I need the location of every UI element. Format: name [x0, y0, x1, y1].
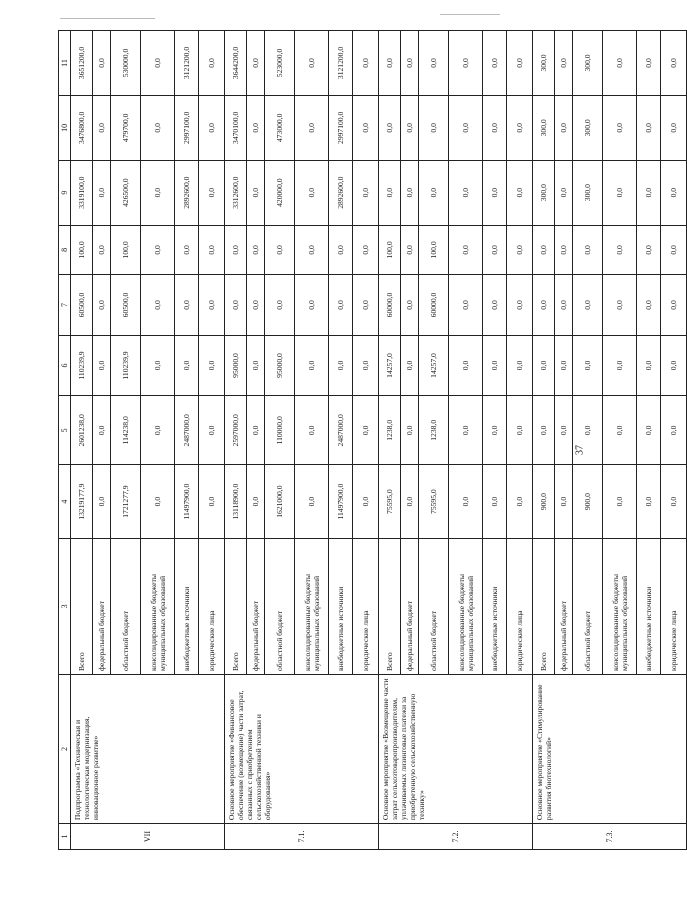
group-code: 7.1. [225, 824, 379, 850]
value-cell: 0,0 [247, 396, 265, 465]
value-cell: 0,0 [661, 275, 687, 336]
value-cell: 0,0 [555, 225, 573, 275]
value-cell: 0,0 [507, 225, 533, 275]
value-cell: 100,0 [111, 225, 141, 275]
value-cell: 420000,0 [265, 160, 295, 225]
value-cell: 0,0 [401, 95, 419, 160]
funding-source: внебюджетные источники [637, 538, 661, 674]
value-cell: 1721277,9 [111, 465, 141, 538]
value-cell: 0,0 [247, 95, 265, 160]
value-cell: 900,0 [533, 465, 555, 538]
value-cell: 300,0 [533, 95, 555, 160]
funding-source: юридические лица [199, 538, 225, 674]
value-cell: 2892600,0 [175, 160, 199, 225]
value-cell: 11497900,0 [175, 465, 199, 538]
value-cell: 0,0 [483, 335, 507, 396]
funding-source: областной бюджет [111, 538, 141, 674]
value-cell: 0,0 [295, 396, 329, 465]
value-cell: 0,0 [449, 31, 483, 96]
value-cell: 0,0 [175, 225, 199, 275]
value-cell: 0,0 [637, 31, 661, 96]
value-cell: 0,0 [449, 160, 483, 225]
value-cell: 0,0 [379, 31, 401, 96]
value-cell: 1238,0 [379, 396, 401, 465]
funding-source: консолидированные бюджеты муниципальных образований [603, 538, 637, 674]
value-cell: 3651200,0 [71, 31, 93, 96]
value-cell: 2892600,0 [329, 160, 353, 225]
value-cell: 0,0 [353, 396, 379, 465]
value-cell: 473000,0 [265, 95, 295, 160]
group-code: 7.3. [533, 824, 687, 850]
value-cell: 0,0 [295, 275, 329, 336]
value-cell: 1238,0 [419, 396, 449, 465]
value-cell: 100,0 [379, 225, 401, 275]
value-cell: 95000,0 [225, 335, 247, 396]
budget-table [58, 30, 687, 850]
funding-source: консолидированные бюджеты муниципальных образований [449, 538, 483, 674]
header-cell: 8 [59, 225, 71, 275]
value-cell: 300,0 [533, 31, 555, 96]
header-cell: 1 [59, 824, 71, 850]
value-cell: 0,0 [555, 465, 573, 538]
value-cell: 2487000,0 [175, 396, 199, 465]
value-cell: 0,0 [483, 95, 507, 160]
value-cell: 0,0 [225, 225, 247, 275]
funding-source: федеральный бюджет [93, 538, 111, 674]
value-cell: 0,0 [353, 31, 379, 96]
value-cell: 0,0 [637, 275, 661, 336]
funding-source: федеральный бюджет [555, 538, 573, 674]
funding-source: областной бюджет [573, 538, 603, 674]
value-cell: 0,0 [555, 335, 573, 396]
value-cell: 60500,0 [111, 275, 141, 336]
header-cell: 5 [59, 396, 71, 465]
value-cell: 0,0 [199, 275, 225, 336]
value-cell: 0,0 [449, 275, 483, 336]
value-cell: 0,0 [353, 275, 379, 336]
value-cell: 300,0 [573, 95, 603, 160]
value-cell: 0,0 [247, 465, 265, 538]
value-cell: 0,0 [93, 160, 111, 225]
value-cell: 0,0 [661, 31, 687, 96]
value-cell: 0,0 [247, 275, 265, 336]
value-cell: 0,0 [449, 335, 483, 396]
group-title: Основное мероприятие «Стимулирование развития биотехнологий» [533, 674, 687, 823]
value-cell: 0,0 [637, 465, 661, 538]
value-cell: 0,0 [555, 275, 573, 336]
value-cell: 0,0 [247, 31, 265, 96]
value-cell: 300,0 [573, 160, 603, 225]
value-cell: 0,0 [603, 396, 637, 465]
value-cell: 0,0 [661, 160, 687, 225]
value-cell: 60000,0 [379, 275, 401, 336]
funding-source: консолидированные бюджеты муниципальных образований [295, 538, 329, 674]
value-cell: 13219177,9 [71, 465, 93, 538]
table-body [59, 31, 687, 850]
value-cell: 0,0 [637, 335, 661, 396]
value-cell: 0,0 [507, 465, 533, 538]
value-cell: 0,0 [141, 160, 175, 225]
value-cell: 0,0 [603, 95, 637, 160]
value-cell: 13118900,0 [225, 465, 247, 538]
value-cell: 0,0 [295, 335, 329, 396]
value-cell: 2601238,0 [71, 396, 93, 465]
funding-source: Всего [533, 538, 555, 674]
value-cell: 0,0 [401, 275, 419, 336]
value-cell: 0,0 [661, 396, 687, 465]
header-cell: 3 [59, 538, 71, 674]
funding-source: внебюджетные источники [175, 538, 199, 674]
value-cell: 0,0 [603, 465, 637, 538]
value-cell: 0,0 [295, 95, 329, 160]
value-cell: 0,0 [507, 95, 533, 160]
value-cell: 0,0 [401, 335, 419, 396]
header-cell: 6 [59, 335, 71, 396]
value-cell: 0,0 [449, 396, 483, 465]
group-title: Основное мероприятие «Финансовое обеспечение (возмещение) части затрат, связанных с приобретением сельскохозяйственной техники и оборудования» [225, 674, 379, 823]
value-cell: 0,0 [603, 275, 637, 336]
page-number: 37 [574, 445, 586, 455]
funding-source: Всего [71, 538, 93, 674]
group-title: Основное мероприятие «Возмещение части затрат сельхозтоваропроизводителям, уплачиваемых лизинговые платежи за приобретенную сельскохозяйственную технику» [379, 674, 533, 823]
value-cell: 0,0 [225, 275, 247, 336]
header-row [59, 31, 71, 850]
value-cell: 0,0 [603, 335, 637, 396]
table-row [533, 31, 555, 850]
value-cell: 0,0 [175, 275, 199, 336]
value-cell: 0,0 [603, 160, 637, 225]
value-cell: 0,0 [93, 95, 111, 160]
value-cell: 0,0 [247, 225, 265, 275]
value-cell: 0,0 [483, 31, 507, 96]
value-cell: 0,0 [353, 95, 379, 160]
value-cell: 0,0 [449, 465, 483, 538]
value-cell: 110000,0 [265, 396, 295, 465]
funding-source: Всего [379, 538, 401, 674]
value-cell: 0,0 [401, 160, 419, 225]
value-cell: 60000,0 [419, 275, 449, 336]
value-cell: 0,0 [141, 335, 175, 396]
value-cell: 0,0 [637, 396, 661, 465]
value-cell: 3312600,0 [225, 160, 247, 225]
funding-source: областной бюджет [419, 538, 449, 674]
value-cell: 0,0 [483, 225, 507, 275]
value-cell: 3470100,0 [225, 95, 247, 160]
value-cell: 0,0 [637, 95, 661, 160]
value-cell: 100,0 [419, 225, 449, 275]
value-cell: 0,0 [637, 160, 661, 225]
value-cell: 426500,0 [111, 160, 141, 225]
value-cell: 0,0 [353, 335, 379, 396]
value-cell: 3476800,0 [71, 95, 93, 160]
value-cell: 0,0 [353, 225, 379, 275]
value-cell: 3121200,0 [329, 31, 353, 96]
value-cell: 0,0 [353, 160, 379, 225]
value-cell: 1621000,0 [265, 465, 295, 538]
value-cell: 900,0 [573, 465, 603, 538]
value-cell: 523000,0 [265, 31, 295, 96]
header-cell: 4 [59, 465, 71, 538]
value-cell: 300,0 [533, 160, 555, 225]
value-cell: 0,0 [573, 335, 603, 396]
value-cell: 0,0 [141, 465, 175, 538]
value-cell: 11497900,0 [329, 465, 353, 538]
value-cell: 0,0 [507, 275, 533, 336]
value-cell: 0,0 [379, 160, 401, 225]
funding-source: Всего [225, 538, 247, 674]
value-cell: 0,0 [199, 160, 225, 225]
value-cell: 0,0 [247, 160, 265, 225]
funding-source: консолидированные бюджеты муниципальных образований [141, 538, 175, 674]
value-cell: 0,0 [93, 31, 111, 96]
value-cell: 0,0 [247, 335, 265, 396]
header-cell: 2 [59, 674, 71, 823]
value-cell: 0,0 [401, 31, 419, 96]
value-cell: 0,0 [329, 275, 353, 336]
funding-source: федеральный бюджет [247, 538, 265, 674]
value-cell: 0,0 [401, 465, 419, 538]
value-cell: 0,0 [449, 95, 483, 160]
value-cell: 0,0 [199, 31, 225, 96]
value-cell: 0,0 [175, 335, 199, 396]
value-cell: 0,0 [93, 225, 111, 275]
value-cell: 0,0 [401, 396, 419, 465]
value-cell: 0,0 [507, 31, 533, 96]
value-cell: 14257,0 [379, 335, 401, 396]
value-cell: 0,0 [295, 225, 329, 275]
value-cell: 0,0 [419, 31, 449, 96]
value-cell: 0,0 [573, 275, 603, 336]
value-cell: 0,0 [141, 275, 175, 336]
value-cell: 0,0 [661, 225, 687, 275]
value-cell: 110239,9 [71, 335, 93, 396]
funding-source: юридические лица [507, 538, 533, 674]
value-cell: 2597000,0 [225, 396, 247, 465]
value-cell: 3121200,0 [175, 31, 199, 96]
value-cell: 0,0 [93, 275, 111, 336]
header-cell: 11 [59, 31, 71, 96]
header-cell: 7 [59, 275, 71, 336]
funding-source: внебюджетные источники [483, 538, 507, 674]
funding-source: областной бюджет [265, 538, 295, 674]
value-cell: 0,0 [295, 160, 329, 225]
value-cell: 0,0 [661, 335, 687, 396]
value-cell: 0,0 [533, 335, 555, 396]
value-cell: 0,0 [483, 160, 507, 225]
value-cell: 0,0 [353, 465, 379, 538]
value-cell: 0,0 [555, 31, 573, 96]
group-code: 7.2. [379, 824, 533, 850]
value-cell: 110239,9 [111, 335, 141, 396]
value-cell: 60500,0 [71, 275, 93, 336]
value-cell: 0,0 [295, 31, 329, 96]
value-cell: 14257,0 [419, 335, 449, 396]
value-cell: 0,0 [573, 225, 603, 275]
header-cell: 10 [59, 95, 71, 160]
table-row [71, 31, 93, 850]
table-row [379, 31, 401, 850]
value-cell: 2997100,0 [175, 95, 199, 160]
funding-source: федеральный бюджет [401, 538, 419, 674]
value-cell: 0,0 [483, 465, 507, 538]
value-cell: 0,0 [379, 95, 401, 160]
value-cell: 95000,0 [265, 335, 295, 396]
value-cell: 114238,0 [111, 396, 141, 465]
value-cell: 2487000,0 [329, 396, 353, 465]
value-cell: 0,0 [419, 160, 449, 225]
value-cell: 0,0 [555, 95, 573, 160]
value-cell: 0,0 [141, 396, 175, 465]
value-cell: 0,0 [93, 465, 111, 538]
group-code: VII [71, 824, 225, 850]
value-cell: 300,0 [573, 31, 603, 96]
value-cell: 100,0 [71, 225, 93, 275]
value-cell: 0,0 [329, 335, 353, 396]
value-cell: 0,0 [573, 396, 603, 465]
value-cell: 0,0 [483, 275, 507, 336]
value-cell: 0,0 [329, 225, 353, 275]
value-cell: 0,0 [533, 275, 555, 336]
funding-source: юридические лица [353, 538, 379, 674]
value-cell: 0,0 [141, 225, 175, 275]
value-cell: 75595,0 [379, 465, 401, 538]
value-cell: 0,0 [295, 465, 329, 538]
funding-source: внебюджетные источники [329, 538, 353, 674]
value-cell: 0,0 [603, 31, 637, 96]
value-cell: 0,0 [555, 396, 573, 465]
value-cell: 75595,0 [419, 465, 449, 538]
scan-artifact [440, 14, 500, 15]
value-cell: 0,0 [141, 95, 175, 160]
header-cell: 9 [59, 160, 71, 225]
value-cell: 0,0 [603, 225, 637, 275]
value-cell: 0,0 [265, 275, 295, 336]
value-cell: 0,0 [533, 225, 555, 275]
value-cell: 0,0 [199, 335, 225, 396]
value-cell: 0,0 [199, 396, 225, 465]
value-cell: 0,0 [555, 160, 573, 225]
value-cell: 0,0 [141, 31, 175, 96]
value-cell: 0,0 [507, 396, 533, 465]
value-cell: 0,0 [661, 95, 687, 160]
value-cell: 0,0 [449, 225, 483, 275]
value-cell: 0,0 [199, 225, 225, 275]
value-cell: 0,0 [199, 465, 225, 538]
value-cell: 0,0 [401, 225, 419, 275]
value-cell: 0,0 [419, 95, 449, 160]
value-cell: 0,0 [533, 396, 555, 465]
funding-source: юридические лица [661, 538, 687, 674]
value-cell: 0,0 [637, 225, 661, 275]
value-cell: 0,0 [265, 225, 295, 275]
value-cell: 479700,0 [111, 95, 141, 160]
table-row [225, 31, 247, 850]
value-cell: 0,0 [507, 160, 533, 225]
value-cell: 0,0 [93, 335, 111, 396]
value-cell: 0,0 [483, 396, 507, 465]
scan-artifact [60, 18, 155, 19]
group-title: Подпрограмма «Техническая и технологическая модернизация, инновационное развитие» [71, 674, 225, 823]
value-cell: 0,0 [93, 396, 111, 465]
value-cell: 0,0 [661, 465, 687, 538]
value-cell: 530000,0 [111, 31, 141, 96]
value-cell: 0,0 [199, 95, 225, 160]
value-cell: 0,0 [507, 335, 533, 396]
value-cell: 2997100,0 [329, 95, 353, 160]
value-cell: 3644200,0 [225, 31, 247, 96]
value-cell: 3319100,0 [71, 160, 93, 225]
